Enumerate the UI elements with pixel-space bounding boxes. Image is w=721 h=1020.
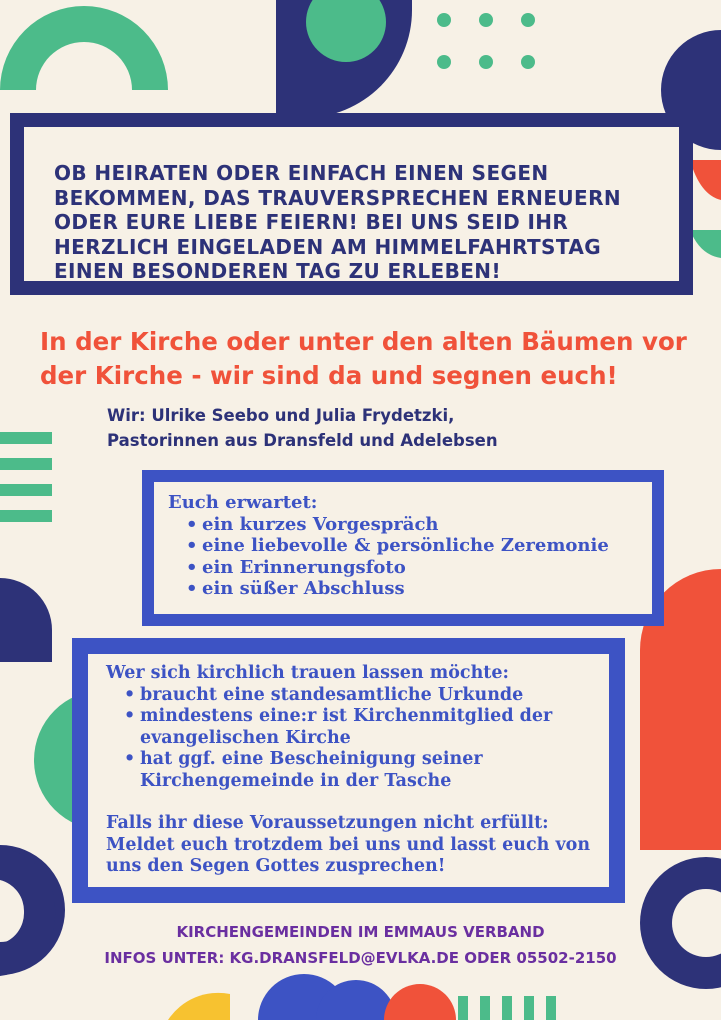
green-arch-top-left	[0, 6, 168, 90]
authors-line-2: Pastorinnen aus Dransfeld und Adelebsen	[107, 431, 498, 450]
green-dots	[437, 13, 535, 69]
offer-item: • ein Erinnerungsfoto	[168, 557, 642, 579]
requirement-item: • hat ggf. eine Bescheinigung seiner Kirchengemeinde in der Tasche	[106, 749, 601, 792]
coral-half-circle-bottom	[384, 984, 456, 1020]
header-inner	[24, 127, 679, 281]
offer-box	[142, 470, 664, 626]
offer-box-inner	[154, 482, 652, 614]
requirements-box-inner	[88, 654, 609, 887]
authors	[107, 403, 667, 453]
green-arc-right	[690, 230, 721, 258]
offer-item: • ein süßer Abschluss	[168, 578, 642, 600]
requirements-title: Wer sich kirchlich trauen lassen möchte:	[106, 663, 509, 683]
headline: In der Kirche oder unter den alten Bäumen vor der Kirche - wir sind da und segnen euch!	[40, 327, 687, 390]
navy-semicircle-left	[0, 578, 52, 662]
offer-list	[168, 514, 642, 600]
requirements-box	[72, 638, 625, 903]
requirement-item: • mindestens eine:r ist Kirchenmitglied der evangelischen Kirche	[106, 706, 601, 749]
offer-item: • eine liebevolle & persönliche Zeremonie	[168, 535, 642, 557]
authors-line-1: Wir: Ulrike Seebo und Julia Frydetzki,	[107, 406, 455, 425]
footer-contact: INFOS UNTER: KG.DRANSFELD@EVLKA.DE ODER 05502-2150	[104, 949, 617, 967]
green-stripes-left	[0, 432, 52, 522]
header-text: OB HEIRATEN ODER EINFACH EINEN SEGEN BEKOMMEN, DAS TRAUVERSPRECHEN ERNEUERN ODER EURE LIEBE FEIERN! BEI UNS SEID IHR HERZLICH EINGELADEN AM HIMMELFAHRTSTAG EINEN BESONDEREN TAG ZU ERLEBEN!	[54, 161, 622, 283]
coral-arc-right	[690, 160, 721, 200]
offer-title: Euch erwartet:	[168, 492, 318, 513]
offer-item: • ein kurzes Vorgespräch	[168, 514, 642, 536]
requirements-list	[106, 685, 601, 793]
requirement-item: • braucht eine standesamtliche Urkunde	[106, 685, 601, 707]
yellow-half-circle-bottom	[168, 993, 230, 1020]
requirements-note: Falls ihr diese Voraussetzungen nicht erfüllt: Meldet euch trotzdem bei uns und lasst euch von uns den Segen Gottes zusprechen!	[106, 813, 591, 876]
header-box	[10, 113, 693, 295]
footer-org: KIRCHENGEMEINDEN IM EMMAUS VERBAND	[176, 923, 545, 941]
green-bars-bottom	[458, 996, 556, 1020]
